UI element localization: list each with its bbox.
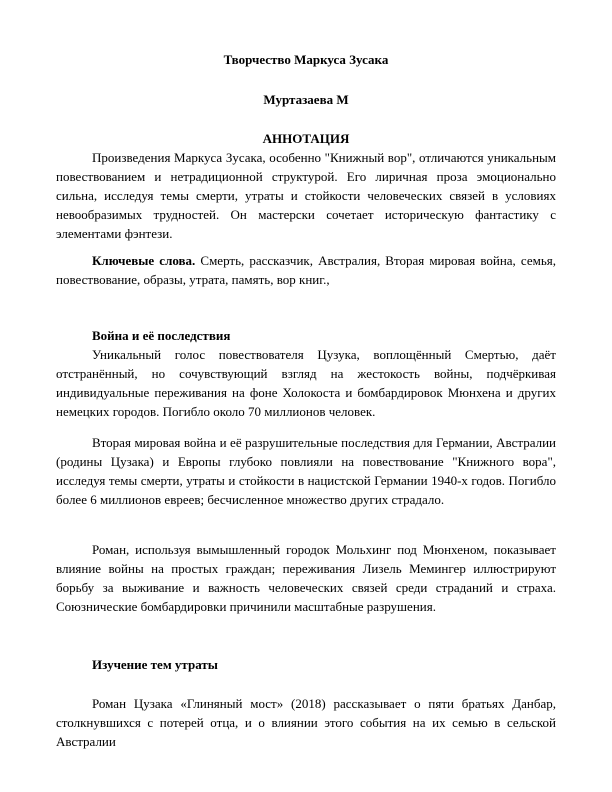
war-paragraph-1: Уникальный голос повествователя Цузука, воплощённый Смертью, даёт отстранённый, но сочувствующий взгляд на жестокость войны, подчёркивая индивидуальные переживания на фоне Холокоста и бомбардировок Мюнхена и других немецких городов. Погибло около 70 миллионов человек. xyxy=(56,347,556,419)
abstract-heading: АННОТАЦИЯ xyxy=(262,131,350,146)
section-heading-loss: Изучение тем утраты xyxy=(92,657,218,672)
document-title: Творчество Маркуса Зусака xyxy=(223,52,389,67)
keywords-label: Ключевые слова. xyxy=(92,253,196,268)
war-paragraph-3: Роман, используя вымышленный городок Мольхинг под Мюнхеном, показывает влияние войны на простых граждан; переживания Лизель Мемингер иллюстрируют борьбу за выживание и важность человеческих связей среди страданий и страха. Союзнические бомбардировки причинили масштабные разрушения. xyxy=(56,542,556,614)
keywords-text: Смерть, рассказчик, Австралия, Вторая мировая война, семья, повествование, образы, утрата, память, вор книг., xyxy=(56,253,556,287)
war-paragraph-2: Вторая мировая война и её разрушительные последствия для Германии, Австралии (родины Цузака) и Европы глубоко повлияли на повествование "Книжного вора", исследуя темы смерти, утраты и стойкости в нацистской Германии 1940-х годов. Погибло более 6 миллионов евреев; бесчисленное множество других страдало. xyxy=(56,435,556,507)
loss-paragraph-1: Роман Цузака «Глиняный мост» (2018) рассказывает о пяти братьях Данбар, столкнувшихся с потерей отца, и о влиянии этого события на их семью в сельской Австралии xyxy=(56,696,556,749)
abstract-paragraph: Произведения Маркуса Зусака, особенно "Книжный вор", отличаются уникальным повествованием и нетрадиционной структурой. Его лиричная проза эмоционально сильна, исследуя темы смерти, утраты и стойкости человеческих связей в условиях невообразимых трудностей. Он мастерски сочетает историческую фантастику с элементами фэнтези. xyxy=(56,150,556,241)
section-heading-war: Война и её последствия xyxy=(92,328,231,343)
author-name: Муртазаева М xyxy=(263,92,349,107)
keywords-paragraph xyxy=(56,251,556,289)
